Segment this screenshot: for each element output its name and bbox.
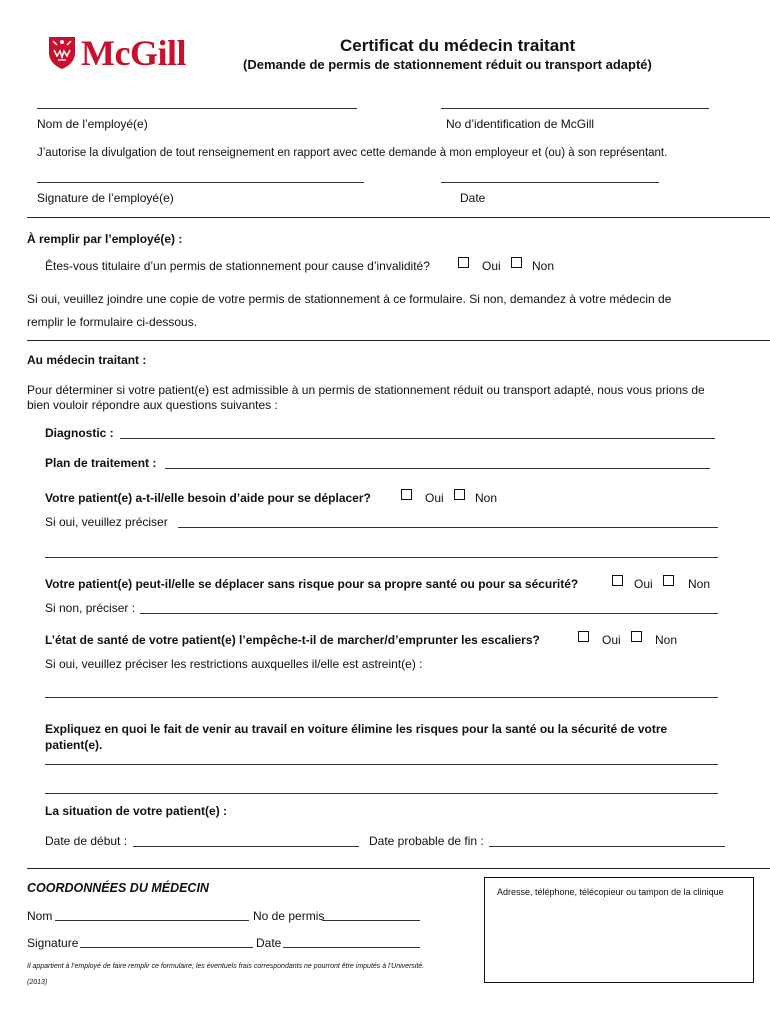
physician-name-label: Nom — [27, 909, 53, 923]
physician-name-field[interactable] — [55, 920, 249, 921]
q1-detail-field-2[interactable] — [45, 557, 718, 558]
mcgill-crest-icon — [48, 36, 76, 70]
q4-line2: patient(e). — [45, 738, 103, 752]
doctor-section-heading: Au médecin traitant : — [27, 353, 147, 367]
employee-name-label: Nom de l’employé(e) — [37, 117, 148, 131]
employee-signature-line[interactable] — [37, 182, 364, 183]
doctor-intro-line1: Pour déterminer si votre patient(e) est admissible à un permis de stationnement réduit ou transport adapté, nous vous prions de — [27, 383, 705, 397]
end-date-label: Date probable de fin : — [369, 834, 484, 848]
q3-text: L’état de santé de votre patient(e) l’empêche-t-il de marcher/d’emprunter les escaliers? — [45, 633, 540, 647]
plan-label-text: Plan de traitement : — [45, 456, 157, 470]
q3-yes-label: Oui — [602, 633, 621, 647]
physician-signature-label: Signature — [27, 936, 79, 950]
q1-yes-checkbox[interactable] — [401, 489, 412, 500]
physician-signature-field[interactable] — [80, 947, 253, 948]
q3-no-label: Non — [655, 633, 678, 647]
physician-date-field[interactable] — [283, 947, 420, 948]
doctor-intro-line2: bien vouloir répondre aux questions suivantes : — [27, 398, 278, 412]
start-date-label: Date de début : — [45, 834, 128, 848]
q1-no-checkbox[interactable] — [454, 489, 465, 500]
employee-name-line[interactable] — [37, 108, 357, 109]
plan-label — [45, 456, 156, 470]
q1-text: Votre patient(e) a-t-il/elle besoin d’aide pour se déplacer? — [45, 491, 371, 505]
q2-no-label: Non — [688, 577, 711, 591]
form-year: (2013) — [27, 979, 48, 986]
physician-date-label: Date — [256, 936, 282, 950]
plan-field[interactable] — [165, 468, 710, 469]
authorization-text: J’autorise la divulgation de tout renseignement en rapport avec cette demande à mon employeur et (ou) à son représentant. — [37, 147, 668, 159]
permit-note-line1: Si oui, veuillez joindre une copie de votre permis de stationnement à ce formulaire. Si non, demandez à votre médecin de — [27, 292, 672, 306]
q3-yes-checkbox[interactable] — [578, 631, 589, 642]
q2-detail-label: Si non, préciser : — [45, 601, 136, 615]
diagnostic-field[interactable] — [120, 438, 715, 439]
q1-no-label: Non — [475, 491, 498, 505]
employee-date-line[interactable] — [441, 182, 659, 183]
q3-detail-field[interactable] — [45, 697, 718, 698]
permit-yes-label: Oui — [482, 259, 501, 273]
employee-id-line[interactable] — [441, 108, 709, 109]
physician-permit-label: No de permis — [253, 909, 325, 923]
permit-yes-checkbox[interactable] — [458, 257, 469, 268]
divider — [27, 217, 770, 218]
divider — [27, 340, 770, 341]
logo-wordmark: McGill — [81, 33, 186, 73]
diagnostic-label: Diagnostic : — [45, 426, 114, 440]
clinic-stamp-box[interactable] — [484, 877, 754, 983]
q2-no-checkbox[interactable] — [663, 575, 674, 586]
q3-detail-label: Si oui, veuillez préciser les restrictions auxquelles il/elle est astreint(e) : — [45, 657, 423, 671]
permit-no-checkbox[interactable] — [511, 257, 522, 268]
permit-question: Êtes-vous titulaire d’un permis de stationnement pour cause d’invalidité? — [45, 259, 430, 273]
q4-field[interactable] — [45, 764, 718, 765]
end-date-field[interactable] — [489, 846, 725, 847]
physician-permit-field[interactable] — [322, 920, 420, 921]
page-title: Certificat du médecin traitant — [340, 36, 576, 55]
employee-signature-label: Signature de l’employé(e) — [37, 191, 174, 205]
q4-field-2[interactable] — [45, 793, 718, 794]
q1-detail-label: Si oui, veuillez préciser — [45, 515, 168, 529]
start-date-field[interactable] — [133, 846, 359, 847]
divider — [27, 868, 770, 869]
physician-heading: COORDONNÉES DU MÉDECIN — [27, 881, 209, 895]
situation-label: La situation de votre patient(e) : — [45, 804, 228, 818]
q2-yes-label: Oui — [634, 577, 653, 591]
q2-text: Votre patient(e) peut-il/elle se déplacer sans risque pour sa propre santé ou pour sa sécurité? — [45, 577, 579, 591]
q3-no-checkbox[interactable] — [631, 631, 642, 642]
permit-note-line2: remplir le formulaire ci-dessous. — [27, 315, 198, 329]
page-subtitle: (Demande de permis de stationnement réduit ou transport adapté) — [243, 57, 652, 72]
disclaimer: Il appartient à l’employé de faire remplir ce formulaire; les éventuels frais correspondants ne pourront être imputés à l’Université. — [27, 963, 425, 970]
q2-detail-field[interactable] — [140, 613, 718, 614]
q4-line1: Expliquez en quoi le fait de venir au travail en voiture élimine les risques pour la santé ou la sécurité de votre — [45, 722, 668, 736]
employee-date-label: Date — [460, 191, 486, 205]
q2-yes-checkbox[interactable] — [612, 575, 623, 586]
q1-detail-field[interactable] — [178, 527, 718, 528]
employee-id-label: No d’identification de McGill — [446, 117, 595, 131]
q1-yes-label: Oui — [425, 491, 444, 505]
permit-no-label: Non — [532, 259, 555, 273]
employee-section-heading: À remplir par l’employé(e) : — [27, 232, 183, 246]
clinic-stamp-label: Adresse, téléphone, télécopieur ou tampon de la clinique — [497, 887, 724, 897]
